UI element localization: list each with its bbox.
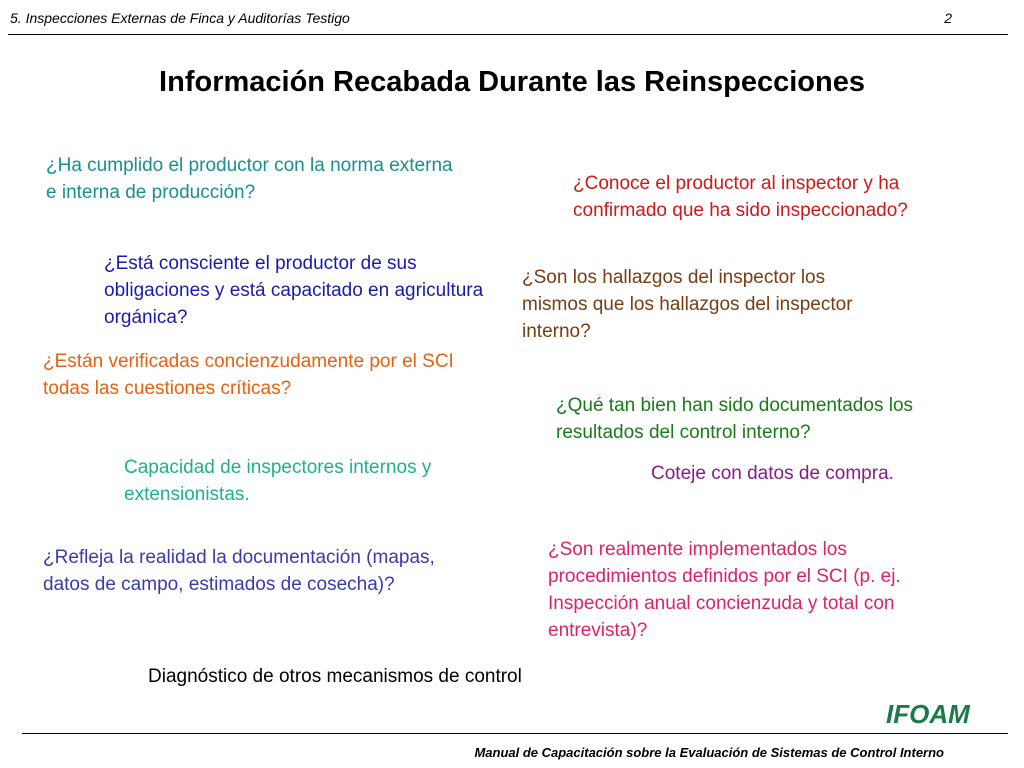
item-capacidad: Capacidad de inspectores internos y extensionistas. bbox=[124, 457, 432, 505]
question-consciente: ¿Está consciente el productor de sus obligaciones y está capacitado en agricultura orgánica? bbox=[104, 253, 484, 328]
header-divider bbox=[8, 34, 1008, 35]
footer-divider bbox=[22, 733, 1008, 734]
question-hallazgos: ¿Son los hallazgos del inspector los mismos que los hallazgos del inspector interno? bbox=[522, 267, 853, 342]
question-implementados: ¿Son realmente implementados los procedimientos definidos por el SCI (p. ej. Inspección anual concienzuda y total con entrevista)? bbox=[548, 539, 901, 641]
item-diagnostico: Diagnóstico de otros mecanismos de control bbox=[148, 666, 522, 687]
page-number: 2 bbox=[944, 10, 952, 26]
footer-manual-title: Manual de Capacitación sobre la Evaluación de Sistemas de Control Interno bbox=[474, 745, 944, 760]
question-verificadas: ¿Están verificadas concienzudamente por el SCI todas las cuestiones críticas? bbox=[43, 351, 454, 399]
item-coteje: Coteje con datos de compra. bbox=[651, 463, 894, 484]
question-refleja: ¿Refleja la realidad la documentación (mapas, datos de campo, estimados de cosecha)? bbox=[43, 547, 435, 595]
question-documentados: ¿Qué tan bien han sido documentados los resultados del control interno? bbox=[556, 395, 914, 443]
ifoam-logo bbox=[886, 700, 986, 726]
question-norma: ¿Ha cumplido el productor con la norma externa e interna de producción? bbox=[46, 155, 453, 203]
question-conoce-inspector: ¿Conoce el productor al inspector y ha confirmado que ha sido inspeccionado? bbox=[573, 173, 908, 221]
header-section-title: 5. Inspecciones Externas de Finca y Auditorías Testigo bbox=[10, 10, 350, 26]
logo-text: IFOAM bbox=[886, 700, 970, 726]
slide-title: Información Recabada Durante las Reinspecciones bbox=[159, 66, 865, 98]
